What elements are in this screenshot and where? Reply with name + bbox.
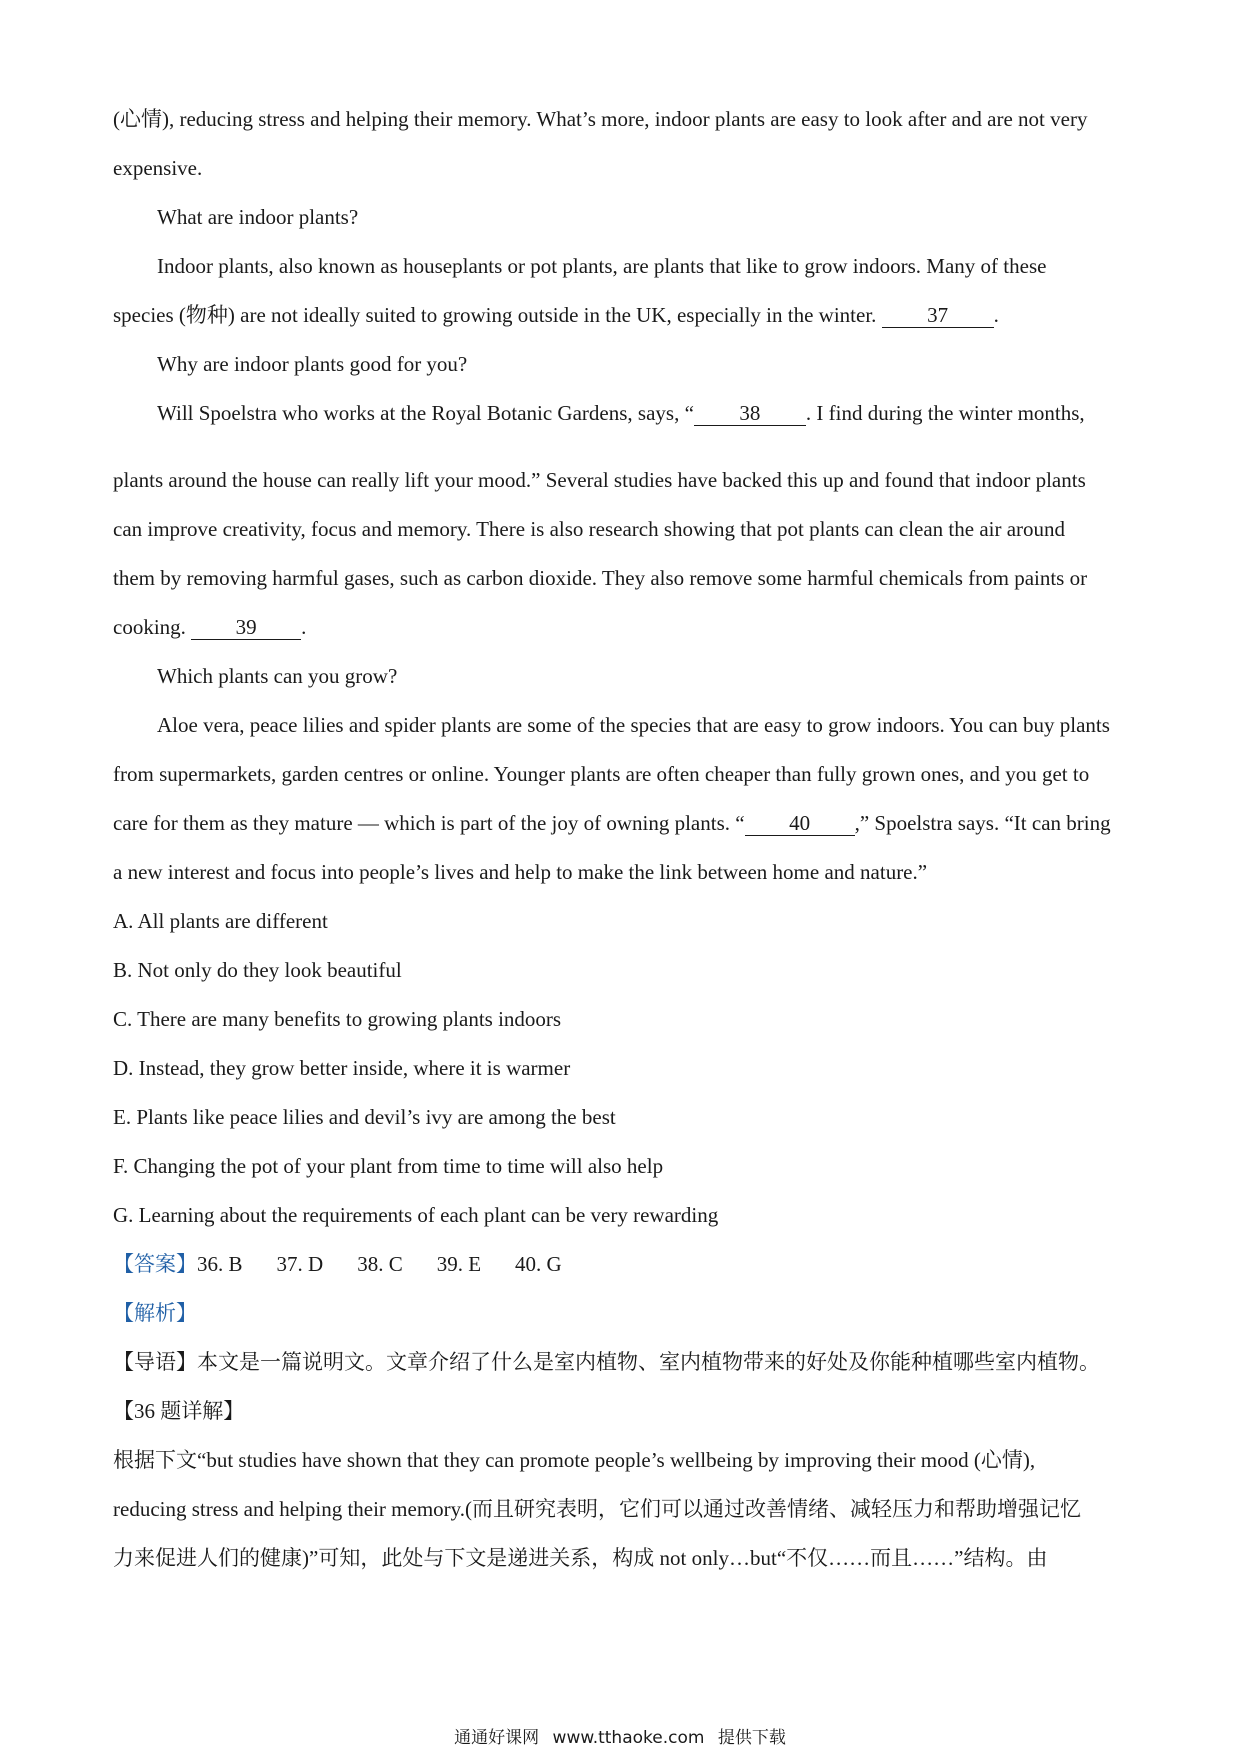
answer-tag: 【答案】	[113, 1252, 197, 1276]
analysis-line: reducing stress and helping their memory.(而且研究表明，它们可以通过改善情绪、减轻压力和帮助增强记忆	[113, 1497, 1082, 1521]
option-e: E. Plants like peace lilies and devil’s ivy are among the best	[113, 1105, 616, 1129]
text-run: ,” Spoelstra says. “It can bring	[854, 811, 1111, 835]
q36-heading: 【36 题详解】	[113, 1399, 245, 1423]
answer-item: 37. D	[276, 1252, 324, 1276]
blank-37: 37	[882, 303, 994, 328]
blank-39: 39	[191, 615, 301, 640]
passage-line: (心情), reducing stress and helping their memory. What’s more, indoor plants are easy to look after and are not very	[113, 107, 1088, 131]
passage-line: Indoor plants, also known as houseplants or pot plants, are plants that like to grow indoors. Many of these	[157, 254, 1047, 278]
text-run: care for them as they mature — which is part of the joy of owning plants. “	[113, 811, 745, 835]
section-heading: Which plants can you grow?	[157, 664, 398, 688]
passage-line	[113, 612, 1133, 642]
passage-line	[113, 300, 1133, 330]
answer-item: 36. B	[197, 1252, 243, 1276]
footer-url[interactable]: www.tthaoke.com	[552, 1728, 705, 1748]
text-run: .	[993, 303, 999, 327]
option-f: F. Changing the pot of your plant from time to time will also help	[113, 1154, 664, 1178]
answer-line	[113, 1249, 1133, 1279]
answer-item: 38. C	[357, 1252, 403, 1276]
passage-line	[157, 398, 1133, 428]
passage-line: expensive.	[113, 156, 203, 180]
text-run: species (物种) are not ideally suited to growing outside in the UK, especially in the winter.	[113, 303, 882, 327]
answer-item: 39. E	[436, 1252, 482, 1276]
page-footer	[0, 1726, 1240, 1750]
footer-site-name: 通通好课网	[454, 1728, 540, 1748]
analysis-line: 力来促进人们的健康)”可知，此处与下文是递进关系，构成 not only…but“不仅……而且……”结构。由	[113, 1546, 1048, 1570]
blank-40: 40	[745, 811, 855, 836]
analysis-line: 根据下文“but studies have shown that they can promote people’s wellbeing by improving their mood (心情),	[113, 1448, 1036, 1472]
guide-line	[113, 1347, 1133, 1377]
section-heading: What are indoor plants?	[157, 205, 359, 229]
option-a: A. All plants are different	[113, 909, 328, 933]
passage-line: them by removing harmful gases, such as carbon dioxide. They also remove some harmful chemicals from paints or	[113, 566, 1088, 590]
analysis-heading	[113, 1298, 1133, 1328]
text-run: Will Spoelstra who works at the Royal Botanic Gardens, says, “	[157, 401, 694, 425]
passage-line: from supermarkets, garden centres or online. Younger plants are often cheaper than fully grown ones, and you get to	[113, 762, 1090, 786]
option-c: C. There are many benefits to growing plants indoors	[113, 1007, 562, 1031]
analysis-tag: 【解析】	[113, 1301, 197, 1325]
answer-item: 40. G	[515, 1252, 562, 1276]
passage-line	[113, 808, 1133, 838]
option-b: B. Not only do they look beautiful	[113, 958, 402, 982]
passage-line: plants around the house can really lift your mood.” Several studies have backed this up and found that indoor plants	[113, 468, 1086, 492]
text-run: . I find during the winter months,	[805, 401, 1085, 425]
blank-38: 38	[694, 401, 806, 426]
passage-line: can improve creativity, focus and memory. There is also research showing that pot plants can clean the air around	[113, 517, 1066, 541]
option-g: G. Learning about the requirements of each plant can be very rewarding	[113, 1203, 719, 1227]
option-d: D. Instead, they grow better inside, where it is warmer	[113, 1056, 571, 1080]
passage-line: a new interest and focus into people’s lives and help to make the link between home and nature.”	[113, 860, 928, 884]
section-heading: Why are indoor plants good for you?	[157, 352, 468, 376]
text-run: cooking.	[113, 615, 192, 639]
guide-tag: 【导语】	[113, 1350, 197, 1374]
passage-line: Aloe vera, peace lilies and spider plants are some of the species that are easy to grow indoors. You can buy plants	[157, 713, 1110, 737]
footer-note: 提供下载	[717, 1728, 786, 1748]
text-run: .	[301, 615, 307, 639]
guide-text: 本文是一篇说明文。文章介绍了什么是室内植物、室内植物带来的好处及你能种植哪些室内植物。	[197, 1350, 1100, 1374]
